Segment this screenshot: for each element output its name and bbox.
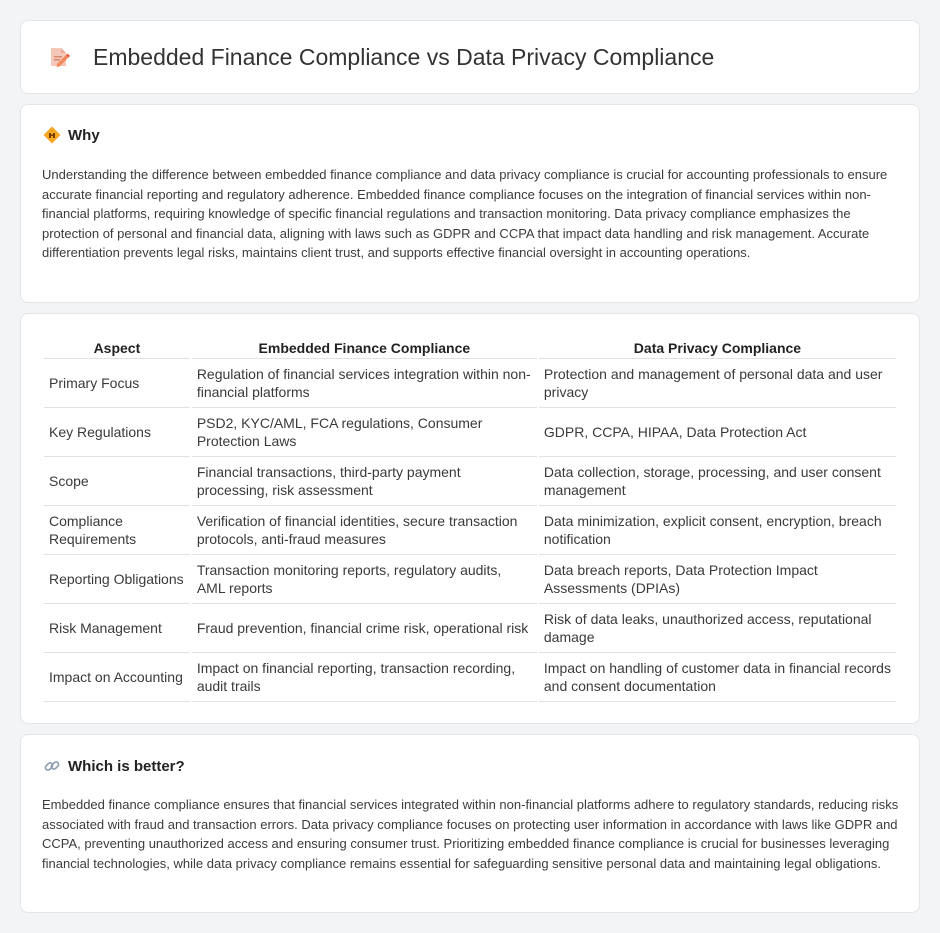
embedded-finance-cell: PSD2, KYC/AML, FCA regulations, Consumer Protection Laws xyxy=(192,408,537,457)
title-card xyxy=(20,20,920,94)
comparison-section xyxy=(20,313,920,724)
table-row xyxy=(44,506,896,555)
column-header-embedded-finance: Embedded Finance Compliance xyxy=(192,335,537,359)
document-pencil-icon xyxy=(47,45,71,69)
aspect-cell: Risk Management xyxy=(44,604,190,653)
why-paragraph: Understanding the difference between embedded finance compliance and data privacy compliance is crucial for accounting professionals to ensure accurate financial reporting and regulatory adherence. Embedded finance compliance focuses on the integration of financial services within non-financial platforms, requiring knowledge of specific financial regulations and transaction monitoring. Data privacy compliance emphasizes the protection of personal and financial data, aligning with laws such as GDPR and CCPA that impact data handling and risk management. Accurate differentiation prevents legal risks, maintains client trust, and supports effective financial oversight in accounting operations. xyxy=(42,167,888,260)
data-privacy-cell: Data breach reports, Data Protection Impact Assessments (DPIAs) xyxy=(539,555,896,604)
aspect-cell: Compliance Requirements xyxy=(44,506,190,555)
which-is-better-paragraph: Embedded finance compliance ensures that financial services integrated within non-financial platforms adhere to regulatory standards, reducing risks associated with fraud and transaction errors. Data privacy compliance focuses on protecting user information in accordance with laws like GDPR and CCPA, preventing unauthorized access and ensuring consumer trust. Prioritizing embedded finance compliance is crucial for businesses leveraging financial technologies, while data privacy compliance remains essential for safeguarding sensitive personal data and maintaining legal obligations. xyxy=(42,797,899,871)
which-is-better-section xyxy=(20,734,920,913)
table-header-row xyxy=(44,335,896,359)
embedded-finance-cell: Regulation of financial services integration within non-financial platforms xyxy=(192,359,537,408)
table-row xyxy=(44,653,896,702)
diamond-warning-icon xyxy=(43,126,61,144)
why-section xyxy=(20,104,920,303)
column-header-data-privacy: Data Privacy Compliance xyxy=(539,335,896,359)
aspect-cell: Reporting Obligations xyxy=(44,555,190,604)
data-privacy-cell: Data collection, storage, processing, and user consent management xyxy=(539,457,896,506)
table-row xyxy=(44,408,896,457)
data-privacy-cell: GDPR, CCPA, HIPAA, Data Protection Act xyxy=(539,408,896,457)
data-privacy-cell: Risk of data leaks, unauthorized access, reputational damage xyxy=(539,604,896,653)
column-header-aspect: Aspect xyxy=(44,335,190,359)
link-icon xyxy=(43,757,61,775)
page-title: Embedded Finance Compliance vs Data Privacy Compliance xyxy=(93,43,715,70)
why-heading: Why xyxy=(68,126,100,144)
embedded-finance-cell: Impact on financial reporting, transaction recording, audit trails xyxy=(192,653,537,702)
table-row xyxy=(44,604,896,653)
data-privacy-cell: Data minimization, explicit consent, encryption, breach notification xyxy=(539,506,896,555)
embedded-finance-cell: Transaction monitoring reports, regulatory audits, AML reports xyxy=(192,555,537,604)
comparison-table xyxy=(42,335,898,702)
embedded-finance-cell: Fraud prevention, financial crime risk, operational risk xyxy=(192,604,537,653)
which-is-better-heading: Which is better? xyxy=(68,757,185,775)
embedded-finance-cell: Financial transactions, third-party payment processing, risk assessment xyxy=(192,457,537,506)
aspect-cell: Key Regulations xyxy=(44,408,190,457)
table-row xyxy=(44,457,896,506)
aspect-cell: Impact on Accounting xyxy=(44,653,190,702)
table-row xyxy=(44,555,896,604)
data-privacy-cell: Protection and management of personal data and user privacy xyxy=(539,359,896,408)
embedded-finance-cell: Verification of financial identities, secure transaction protocols, anti-fraud measures xyxy=(192,506,537,555)
aspect-cell: Scope xyxy=(44,457,190,506)
aspect-cell: Primary Focus xyxy=(44,359,190,408)
data-privacy-cell: Impact on handling of customer data in financial records and consent documentation xyxy=(539,653,896,702)
table-row xyxy=(44,359,896,408)
